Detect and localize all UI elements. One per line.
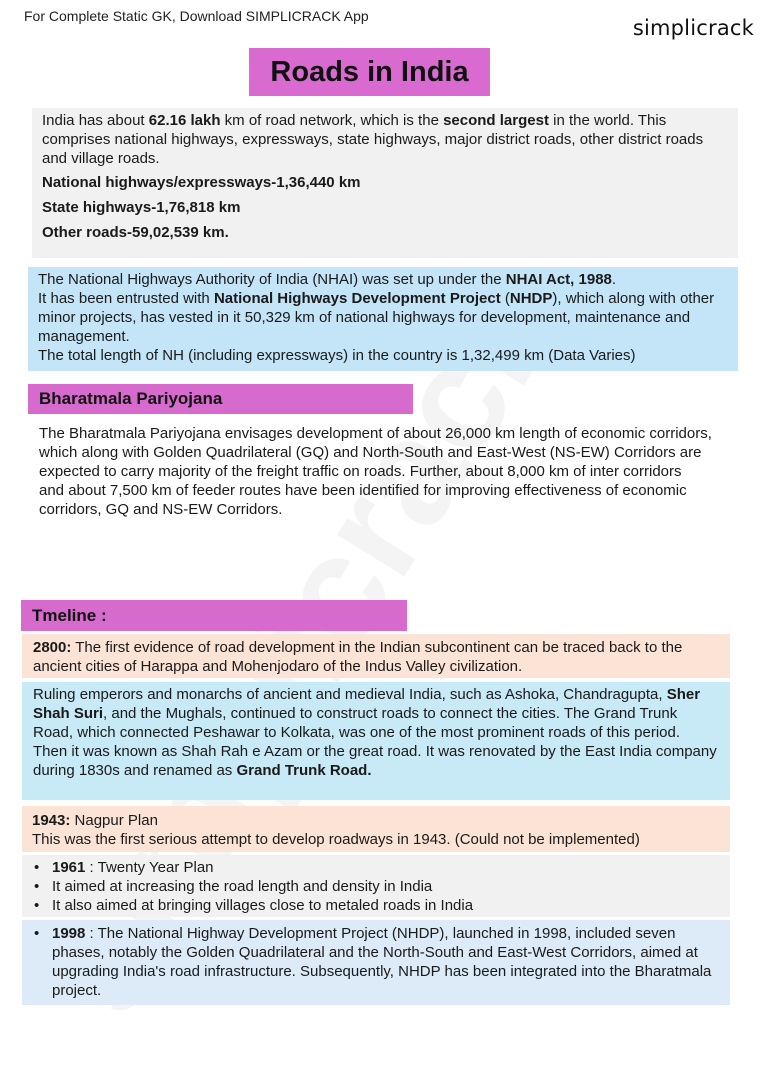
- brand-logo: simplicrack: [632, 16, 754, 40]
- list-item: • It aimed at increasing the road length and density in India: [32, 877, 720, 896]
- timeline-1943-title: 1943: Nagpur Plan: [32, 812, 158, 829]
- list-item: • 1998 : The National Highway Development Project (NHDP), launched in 1998, included seven phases, notably the Golden Quadrilateral and the North-South and East-West Corridors, aimed at upgrading India's road infrastructure. Subsequently, NHDP has been integrated into the Bharatmala project.: [32, 924, 720, 1000]
- timeline-1961: [22, 855, 730, 917]
- bharatmala-line: The Bharatmala Pariyojana envisages development of about 26,000 km length of economic corridors,: [39, 425, 712, 442]
- timeline-1943-text: This was the first serious attempt to develop roadways in 1943. (Could not be implemented): [32, 831, 640, 848]
- timeline-heading: Tmeline :: [21, 600, 407, 631]
- bharatmala-line: expected to carry majority of the freight traffic on roads. Further, about 8,000 km of inter corridors: [39, 463, 682, 480]
- list-item: • It also aimed at bringing villages close to metaled roads in India: [32, 896, 720, 915]
- timeline-rulers-text-1: Ruling emperors and monarchs of ancient and medieval India, such as Ashoka, Chandragupta, Sher Shah Suri, and the Mughals, continued to construct roads to connect the cities. The Grand Trunk Road, which connected Peshawar to Kolkata, was one of the most prominent roads of this period.: [33, 686, 701, 741]
- timeline-2800: [22, 634, 730, 678]
- bharatmala-line: and about 7,500 km of feeder routes have been identified for improving effectiveness of economic: [39, 482, 687, 499]
- timeline-1961-list: [32, 858, 720, 915]
- timeline-rulers: [22, 682, 730, 800]
- timeline-1998-list: [32, 924, 720, 1000]
- page-title: Roads in India: [249, 48, 490, 96]
- timeline-1998: [22, 920, 730, 1005]
- timeline-2800-text: 2800: The first evidence of road development in the Indian subcontinent can be traced back to the ancient cities of Harappa and Mohenjodaro of the Indus Valley civilization.: [33, 639, 683, 675]
- stat-national-highways: National highways/expressways-1,36,440 km: [42, 174, 361, 191]
- nhai-paragraph-2: It has been entrusted with National Highways Development Project (NHDP), which along with other minor projects, has vested in it 50,329 km of national highways for development, maintenance and management.: [38, 290, 715, 345]
- stat-other-roads: Other roads-59,02,539 km.: [42, 224, 229, 241]
- timeline-rulers-text-2: Then it was known as Shah Rah e Azam or the great road. It was renovated by the East India company during 1830s and renamed as Grand Trunk Road.: [33, 743, 717, 779]
- bharatmala-text: [30, 424, 730, 519]
- intro-box: [32, 108, 738, 258]
- nhai-box: [28, 267, 738, 371]
- stat-state-highways: State highways-1,76,818 km: [42, 199, 241, 216]
- bharatmala-heading: Bharatmala Pariyojana: [28, 384, 413, 414]
- bharatmala-line: corridors, GQ and NS-EW Corridors.: [39, 501, 283, 518]
- top-note: For Complete Static GK, Download SIMPLICRACK App: [24, 8, 369, 24]
- list-item: • 1961 : Twenty Year Plan: [32, 858, 720, 877]
- nhai-paragraph-1: The National Highways Authority of India (NHAI) was set up under the NHAI Act, 1988.: [38, 271, 617, 288]
- nhai-paragraph-3: The total length of NH (including expressways) in the country is 1,32,499 km (Data Varies): [38, 347, 636, 364]
- timeline-1943: [22, 806, 730, 852]
- bharatmala-line: which along with Golden Quadrilateral (GQ) and North-South and East-West (NS-EW) Corridors are: [39, 444, 702, 461]
- intro-paragraph: India has about 62.16 lakh km of road network, which is the second largest in the world. This comprises national highways, expressways, state highways, major district roads, other district roads and village roads.: [42, 112, 704, 167]
